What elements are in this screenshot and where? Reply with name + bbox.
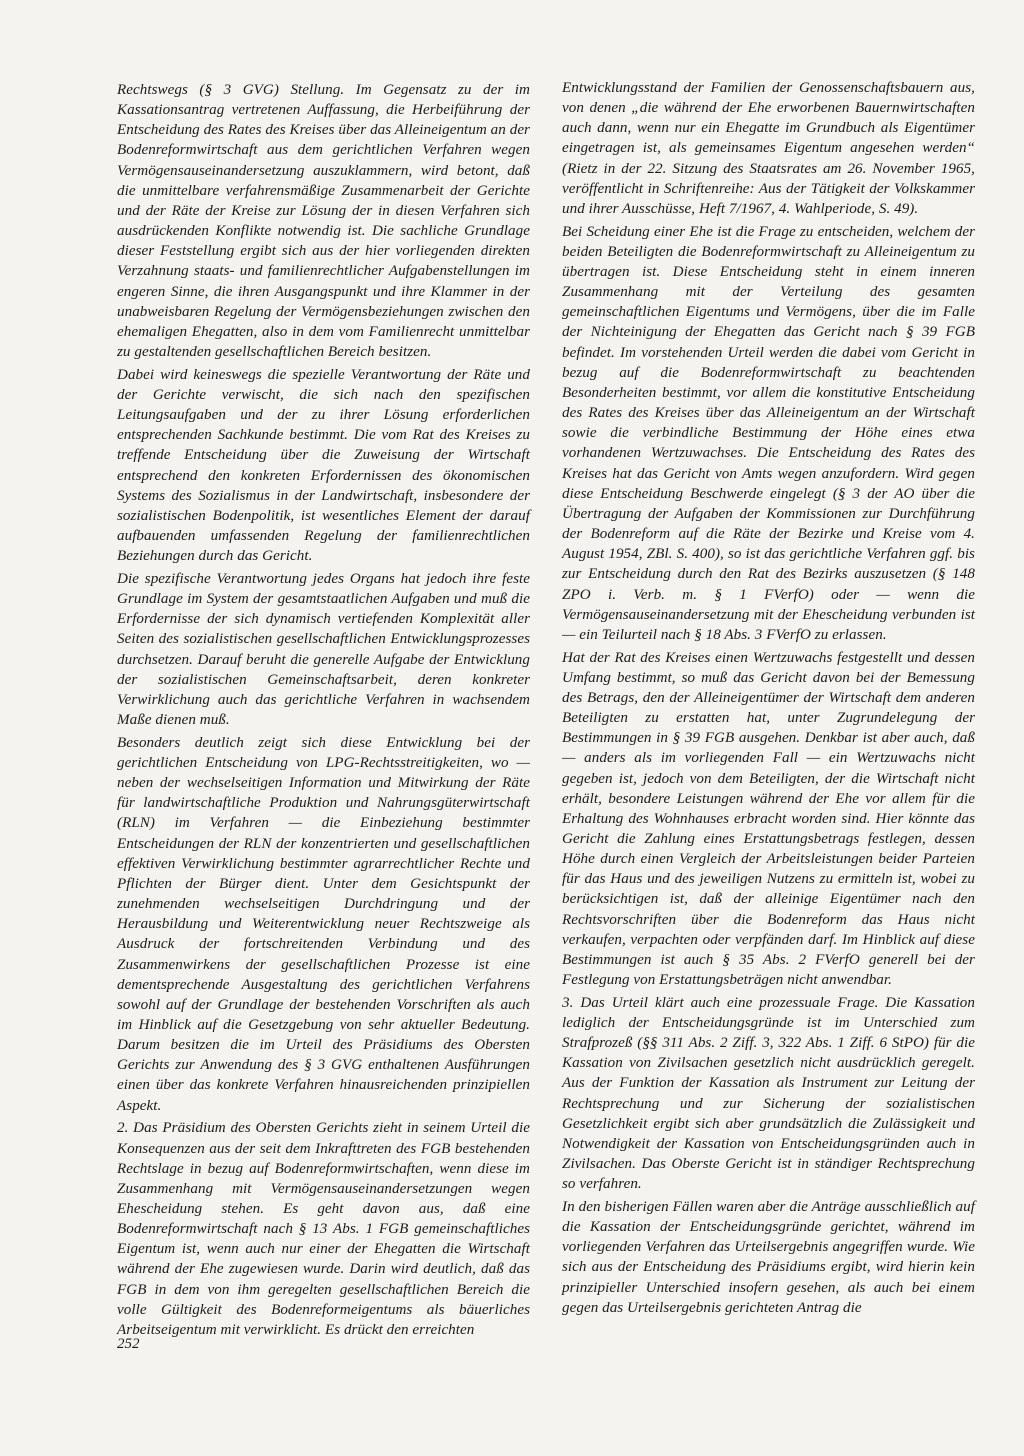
left-column [117, 80, 530, 1340]
paragraph: Hat der Rat des Kreises einen Wertzuwachs festgestellt und dessen Umfang bestimmt, so muß das Gericht davon bei der Bemessung des Betrags, den der Alleineigentümer der Wirtschaft dem anderen Beteiligten zu erstatten hat, unter Zugrundelegung der Bestimmungen in § 39 FGB ausgehen. Denkbar ist aber auch, daß — anders als im vorliegenden Fall — ein Wertzuwachs nicht gegeben ist, jedoch von dem Beteiligten, der die Wirtschaft nicht erhält, besondere Leistungen während der Ehe vor allem für die Erhaltung des Wohnhauses erbracht worden sind. Hier könnte das Gericht die Zahlung eines Erstattungsbetrags festlegen, dessen Höhe durch einen Vergleich der Arbeitsleistungen beider Parteien für das Haus und des jeweiligen Nutzens zu ermitteln ist, wobei zu berücksichtigen ist, daß der alleinige Eigentümer nach den Rechtsvorschriften über die Bodenreform das Haus nicht verkaufen, verpachten oder verpfänden darf. Im Hinblick auf diese Bestimmungen ist auch § 35 Abs. 2 FVerfO generell bei der Festlegung von Erstattungsbeträgen nicht anwendbar. [562, 649, 975, 989]
paragraph: Besonders deutlich zeigt sich diese Entwicklung bei der gerichtlichen Entscheidung von LPG-Rechtsstreitigkeiten, wo — neben der wechselseitigen Information und Mitwirkung der Räte für landwirtschaftliche Produktion und Nahrungsgüterwirtschaft (RLN) im Verfahren — die Einbeziehung bestimmter Entscheidungen der RLN der konzentrierten und gesellschaftlichen effektiven Verwirklichung bestimmter agrarrechtlicher Rechte und Pflichten der Bürger dient. Unter dem Gesichtspunkt der zunehmenden wechselseitigen Durchdringung und der Herausbildung und Weiterentwicklung neuer Rechtszweige als Ausdruck der fortschreitenden Verbindung und des Zusammenwirkens der gesellschaftlichen Prozesse ist eine dementsprechende Ausgestaltung des gerichtlichen Verfahrens sowohl auf der Grundlage der bestehenden Vorschriften als auch im Hinblick auf die Gesetzgebung von sehr aktueller Bedeutung. Darum besitzen die im Urteil des Präsidiums des Obersten Gerichts zur Anwendung des § 3 GVG enthaltenen Ausführungen einen über das konkrete Verfahren hinausreichenden prinzipiellen Aspekt. [117, 734, 530, 1114]
right-column [562, 78, 975, 1318]
paragraph: 3. Das Urteil klärt auch eine prozessuale Frage. Die Kassation lediglich der Entscheidungsgründe ist im Unterschied zum Strafprozeß (§§ 311 Abs. 2 Ziff. 3, 322 Abs. 1 Ziff. 6 StPO) für die Kassation von Zivilsachen gesetzlich nicht ausdrücklich geregelt. Aus der Funktion der Kassation als Instrument zur Leitung der Rechtsprechung und zur Sicherung der sozialistischen Gesetzlichkeit ergibt sich aber grundsätzlich die Zulässigkeit und Notwendigkeit der Kassation von Entscheidungsgründen auch in Zivilsachen. Das Oberste Gericht ist in ständiger Rechtsprechung so verfahren. [562, 994, 975, 1193]
paragraph: 2. Das Präsidium des Obersten Gerichts zieht in seinem Urteil die Konsequenzen aus der seit dem Inkrafttreten des FGB bestehenden Rechtslage in bezug auf Bodenreformwirtschaften, wenn diese im Zusammenhang mit Vermögensauseinandersetzungen wegen Ehescheidung stehen. Es geht davon aus, daß eine Bodenreformwirtschaft nach § 13 Abs. 1 FGB gemeinschaftliches Eigentum ist, wenn auch nur einer der Ehegatten die Wirtschaft während der Ehe zugewiesen wurde. Darin wird deutlich, daß das FGB in dem von ihm geregelten gesellschaftlichen Bereich die volle Gültigkeit des Bodenreformeigentums als bäuerliches Arbeitseigentum mit verwirklicht. Es drückt den erreichten [117, 1120, 530, 1338]
paragraph: Dabei wird keineswegs die spezielle Verantwortung der Räte und der Gerichte verwischt, die sich nach den spezifischen Leitungsaufgaben und der zu ihrer Lösung erforderlichen entsprechenden Sachkunde bestimmt. Die vom Rat des Kreises zu treffende Entscheidung über die Zuweisung der Wirtschaft entsprechend den konkreten Erfordernissen des ökonomischen Systems des Sozialismus in der Landwirtschaft, insbesondere der sozialistischen Bodenpolitik, ist wesentliches Element der darauf aufbauenden umfassenden Regelung der familienrechtlichen Beziehungen durch das Gericht. [117, 366, 530, 565]
paragraph: Entwicklungsstand der Familien der Genossenschaftsbauern aus, von denen „die während der Ehe erworbenen Bauernwirtschaften auch dann, wenn nur ein Ehegatte im Grundbuch als Eigentümer eingetragen ist, als gemeinsames Eigentum angesehen werden“ (Rietz in der 22. Sitzung des Staatsrates am 26. November 1965, veröffentlicht in Schriftenreihe: Aus der Tätigkeit der Volkskammer und ihrer Ausschüsse, Heft 7/1967, 4. Wahlperiode, S. 49). [562, 80, 975, 217]
paragraph: Bei Scheidung einer Ehe ist die Frage zu entscheiden, welchem der beiden Beteiligten die Bodenreformwirtschaft zu Alleineigentum zu übertragen ist. Diese Entscheidung steht in einem inneren Zusammenhang mit der Verteilung des gesamten gemeinschaftlichen Eigentums und Vermögens, über die im Falle der Nichteinigung der Ehegatten das Gericht nach § 39 FGB befindet. Im vorstehenden Urteil werden die dabei vom Gericht in bezug auf die Bodenreformwirtschaft zu beachtenden Besonderheiten bestimmt, vor allem die konstitutive Entscheidung des Rates des Kreises über das Alleineigentum an der Wirtschaft sowie die verbindliche Bestimmung der Höhe eines etwa vorhandenen Wertzuwachses. Die Entscheidung des Rates des Kreises hat das Gericht von Amts wegen anzufordern. Wird gegen diese Entscheidung Beschwerde eingelegt (§ 3 der AO über die Übertragung der Aufgaben der Kommissionen zur Durchführung der Bodenreform auf die Räte der Bezirke und Kreise vom 4. August 1954, ZBl. S. 400), so ist das gerichtliche Verfahren ggf. bis zur Entscheidung durch den Rat des Bezirks auszusetzen (§ 148 ZPO i. Verb. m. § 1 FVerfO) oder — wenn die Vermögensauseinandersetzung mit der Ehescheidung verbunden ist — ein Teilurteil nach § 18 Abs. 3 FVerfO zu erlassen. [562, 223, 975, 643]
paragraph: Die spezifische Verantwortung jedes Organs hat jedoch ihre feste Grundlage im System der gesamtstaatlichen Aufgaben und muß die Erfordernisse der sich dynamisch vertiefenden Komplexität aller Seiten des sozialistischen gesellschaftlichen Entwicklungsprozesses durchsetzen. Darauf beruht die generelle Aufgabe der Entwicklung der sozialistischen Gemeinschaftsarbeit, deren konkreter Verwirklichung auch das gerichtliche Verfahren in wachsendem Maße dienen muß. [117, 570, 530, 729]
paragraph: Rechtswegs (§ 3 GVG) Stellung. Im Gegensatz zu der im Kassationsantrag vertretenen Auffassung, die Herbeiführung der Entscheidung des Rates des Kreises über das Alleineigentum an der Bodenreformwirtschaft aus dem gerichtlichen Verfahren wegen Vermögensauseinandersetzung auszuklammern, wird betont, daß die unmittelbare verfahrensmäßige Zusammenarbeit der Gerichte und der Räte der Kreise zur Lösung der in diesen Verfahren sich ausdrückenden Konflikte notwendig ist. Die sachliche Grundlage dieser Feststellung ergibt sich aus der hier vorliegenden direkten Verzahnung staats- und familienrechtlicher Aufgabenstellungen im engeren Sinne, die ihren Ausgangspunkt und ihre Klammer in der unabweisbaren Regelung der Vermögensbeziehungen zwischen den ehemaligen Ehegatten, also in dem vom Familienrecht unmittelbar zu gestaltenden gesellschaftlichen Bereich besitzen. [117, 82, 530, 361]
page-number: 252 [117, 1336, 140, 1352]
paragraph: In den bisherigen Fällen waren aber die Anträge ausschließlich auf die Kassation der Entscheidungsgründe gerichtet, während im vorliegenden Verfahren das Urteilsergebnis angegriffen wurde. Wie sich aus der Entscheidung des Präsidiums ergibt, wird hierin kein prinzipieller Unterschied insofern gesehen, als auch bei einem gegen das Urteilsergebnis gerichteten Antrag die [562, 1198, 975, 1316]
